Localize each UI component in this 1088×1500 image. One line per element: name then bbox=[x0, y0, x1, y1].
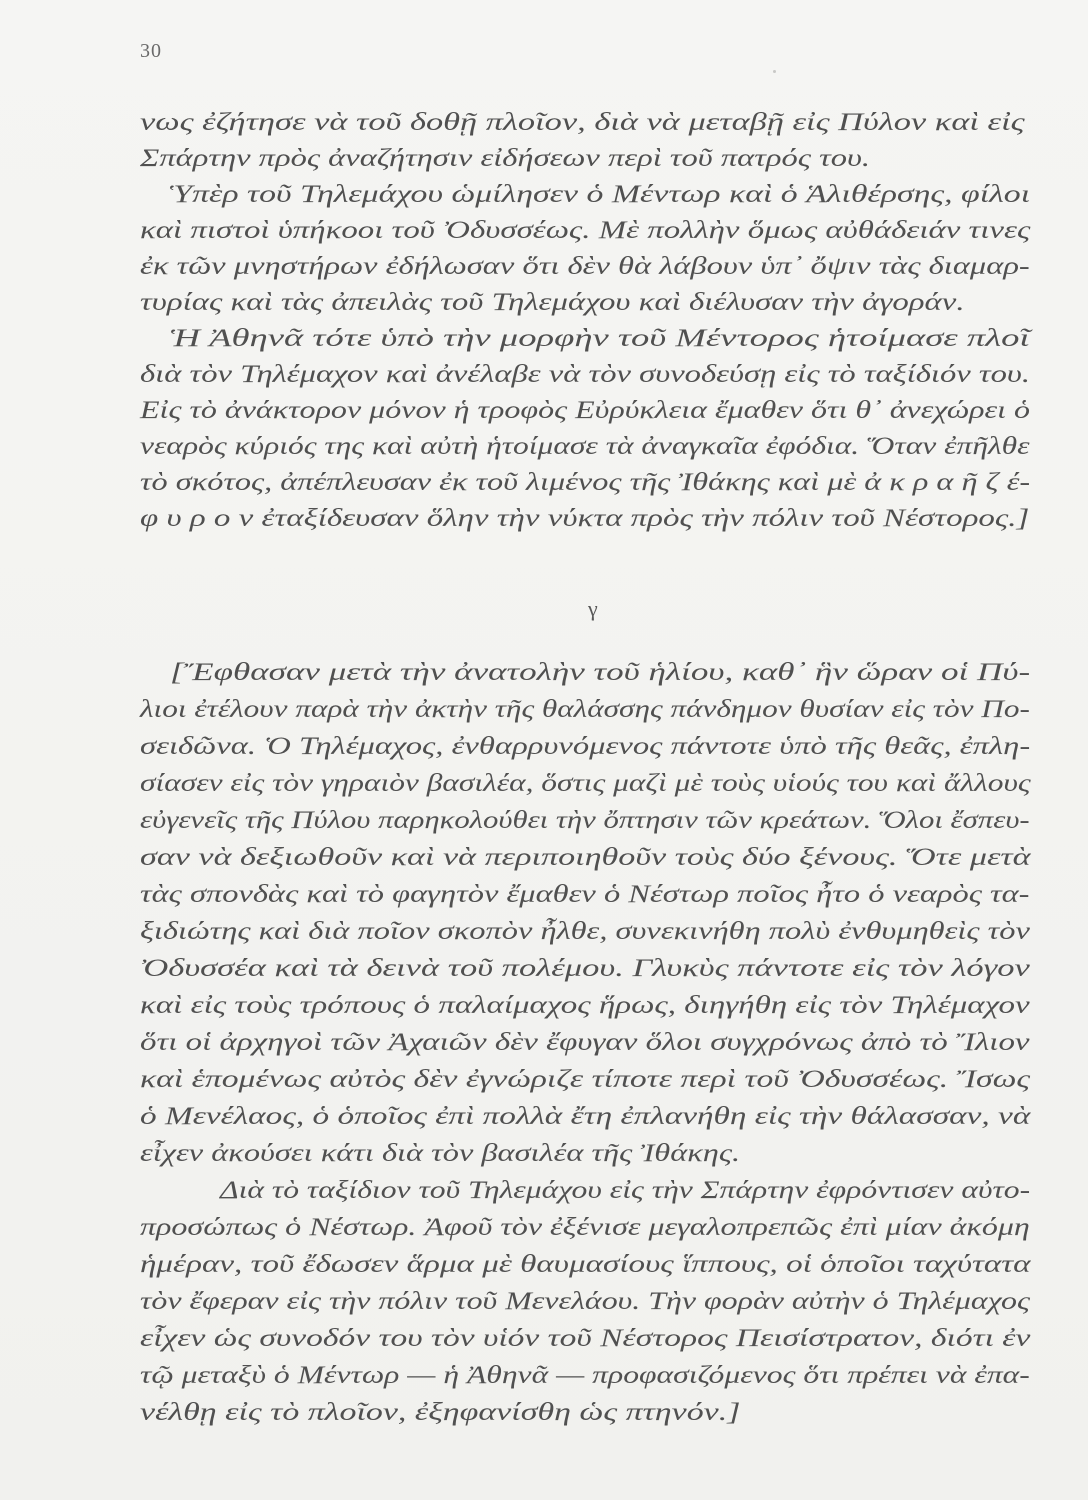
text-line: τὰς σπονδὰς καὶ τὸ φαγητὸν ἔμαθεν ὁ Νέστωρ ποῖος ἦτο ὁ νεαρὸς τα- bbox=[140, 881, 1030, 908]
text-line: σειδῶνα. Ὁ Τηλέμαχος, ἐνθαρρυνόμενος πάντοτε ὑπὸ τῆς θεᾶς, ἐπλη- bbox=[140, 733, 1031, 760]
text-line: νως ἐζήτησε νὰ τοῦ δοθῇ πλοῖον, διὰ νὰ μεταβῇ εἰς Πύλον καὶ εἰς bbox=[140, 109, 1025, 136]
section-marker: γ bbox=[588, 596, 598, 621]
text-line: σαν νὰ δεξιωθοῦν καὶ νὰ περιποιηθοῦν τοὺς δύο ξένους. Ὅτε μετὰ bbox=[140, 844, 1031, 871]
text-line: φ υ ρ ο ν ἐταξίδευσαν ὅλην τὴν νύκτα πρὸς τὴν πόλιν τοῦ Νέστορος.] bbox=[140, 505, 1030, 532]
text-line: Ὑπὲρ τοῦ Τηλεμάχου ὡμίλησεν ὁ Μέντωρ καὶ ὁ Ἁλιθέρσης, φίλοι bbox=[170, 181, 1031, 208]
text-line: λιοι ἐτέλουν παρὰ τὴν ἀκτὴν τῆς θαλάσσης πάνδημον θυσίαν εἰς τὸν Πο- bbox=[140, 696, 1030, 723]
text-line: Εἰς τὸ ἀνάκτορον μόνον ἡ τροφὸς Εὐρύκλεια ἔμαθεν ὅτι θ᾽ ἀνεχώρει ὁ bbox=[140, 397, 1031, 424]
text-line: [Ἔφθασαν μετὰ τὴν ἀνατολὴν τοῦ ἡλίου, καθ᾽ ἣν ὥραν οἱ Πύ- bbox=[170, 659, 1031, 686]
text-line: διὰ τὸν Τηλέμαχον καὶ ἀνέλαβε νὰ τὸν συνοδεύσῃ εἰς τὸ ταξίδιόν του. bbox=[140, 361, 1031, 388]
text-line: προσώπως ὁ Νέστωρ. Ἀφοῦ τὸν ἐξένισε μεγαλοπρεπῶς ἐπὶ μίαν ἀκόμη bbox=[140, 1214, 1030, 1241]
text-line: νεαρὸς κύριός της καὶ αὐτὴ ἡτοίμασε τὰ ἀναγκαῖα ἐφόδια. Ὅταν ἐπῆλθε bbox=[140, 433, 1030, 460]
paper-speck bbox=[773, 70, 776, 73]
text-line: Σπάρτην πρὸς ἀναζήτησιν εἰδήσεων περὶ τοῦ πατρός του. bbox=[140, 145, 871, 172]
text-line: εἶχεν ἀκούσει κάτι διὰ τὸν βασιλέα τῆς Ἰθάκης. bbox=[140, 1140, 741, 1167]
text-line: τυρίας καὶ τὰς ἀπειλὰς τοῦ Τηλεμάχου καὶ διέλυσαν τὴν ἀγοράν. bbox=[140, 289, 965, 316]
text-line: τῷ μεταξὺ ὁ Μέντωρ — ἡ Ἀθηνᾶ — προφασιζόμενος ὅτι πρέπει νὰ ἐπα- bbox=[140, 1362, 1030, 1389]
text-line: ὁ Μενέλαος, ὁ ὁποῖος ἐπὶ πολλὰ ἔτη ἐπλανήθη εἰς τὴν θάλασσαν, νὰ bbox=[140, 1103, 1031, 1130]
text-line: Ἡ Ἀθηνᾶ τότε ὑπὸ τὴν μορφὴν τοῦ Μέντορος ἡτοίμασε πλοῖ bbox=[170, 325, 1030, 352]
text-line: εὐγενεῖς τῆς Πύλου παρηκολούθει τὴν ὄπτησιν τῶν κρεάτων. Ὅλοι ἔσπευ- bbox=[140, 807, 1030, 834]
text-line: σίασεν εἰς τὸν γηραιὸν βασιλέα, ὅστις μαζὶ μὲ τοὺς υἱούς του καὶ ἄλλους bbox=[140, 770, 1031, 797]
text-line: Διὰ τὸ ταξίδιον τοῦ Τηλεμάχου εἰς τὴν Σπάρτην ἐφρόντισεν αὐτο- bbox=[220, 1177, 1031, 1204]
text-line: εἶχεν ὡς συνοδόν του τὸν υἱόν τοῦ Νέστορος Πεισίστρατον, διότι ἐν bbox=[140, 1325, 1031, 1352]
text-line: τὸ σκότος, ἀπέπλευσαν ἐκ τοῦ λιμένος τῆς Ἰθάκης καὶ μὲ ἀ κ ρ α ῆ ζ έ- bbox=[140, 469, 1031, 496]
page-number: 30 bbox=[140, 40, 162, 62]
text-line: ὅτι οἱ ἀρχηγοὶ τῶν Ἀχαιῶν δὲν ἔφυγαν ὅλοι συγχρόνως ἀπὸ τὸ Ἴλιον bbox=[140, 1029, 1030, 1056]
text-line: καὶ ἑπομένως αὐτὸς δὲν ἐγνώριζε τίποτε περὶ τοῦ Ὀδυσσέως. Ἴσως bbox=[140, 1066, 1031, 1093]
text-line: καὶ εἰς τοὺς τρόπους ὁ παλαίμαχος ἥρως, διηγήθη εἰς τὸν Τηλέμαχον bbox=[140, 992, 1030, 1019]
text-line: ἡμέραν, τοῦ ἔδωσεν ἅρμα μὲ θαυμασίους ἵππους, οἱ ὁποῖοι ταχύτατα bbox=[140, 1251, 1031, 1278]
text-line: Ὀδυσσέα καὶ τὰ δεινὰ τοῦ πολέμου. Γλυκὺς πάντοτε εἰς τὸν λόγον bbox=[140, 955, 1030, 982]
text-line: ἐκ τῶν μνηστήρων ἐδήλωσαν ὅτι δὲν θὰ λάβουν ὑπ᾽ ὄψιν τὰς διαμαρ- bbox=[140, 253, 1030, 280]
text-line: τὸν ἔφεραν εἰς τὴν πόλιν τοῦ Μενελάου. Τὴν φορὰν αὐτὴν ὁ Τηλέμαχος bbox=[140, 1288, 1030, 1315]
text-line: ξιδιώτης καὶ διὰ ποῖον σκοπὸν ἦλθε, συνεκινήθη πολὺ ἐνθυμηθεὶς τὸν bbox=[140, 918, 1030, 945]
text-line: νέλθῃ εἰς τὸ πλοῖον, ἐξηφανίσθη ὡς πτηνόν.] bbox=[140, 1399, 741, 1426]
text-line: καὶ πιστοὶ ὑπήκοοι τοῦ Ὀδυσσέως. Μὲ πολλὴν ὅμως αὐθάδειάν τινες bbox=[140, 217, 1031, 244]
